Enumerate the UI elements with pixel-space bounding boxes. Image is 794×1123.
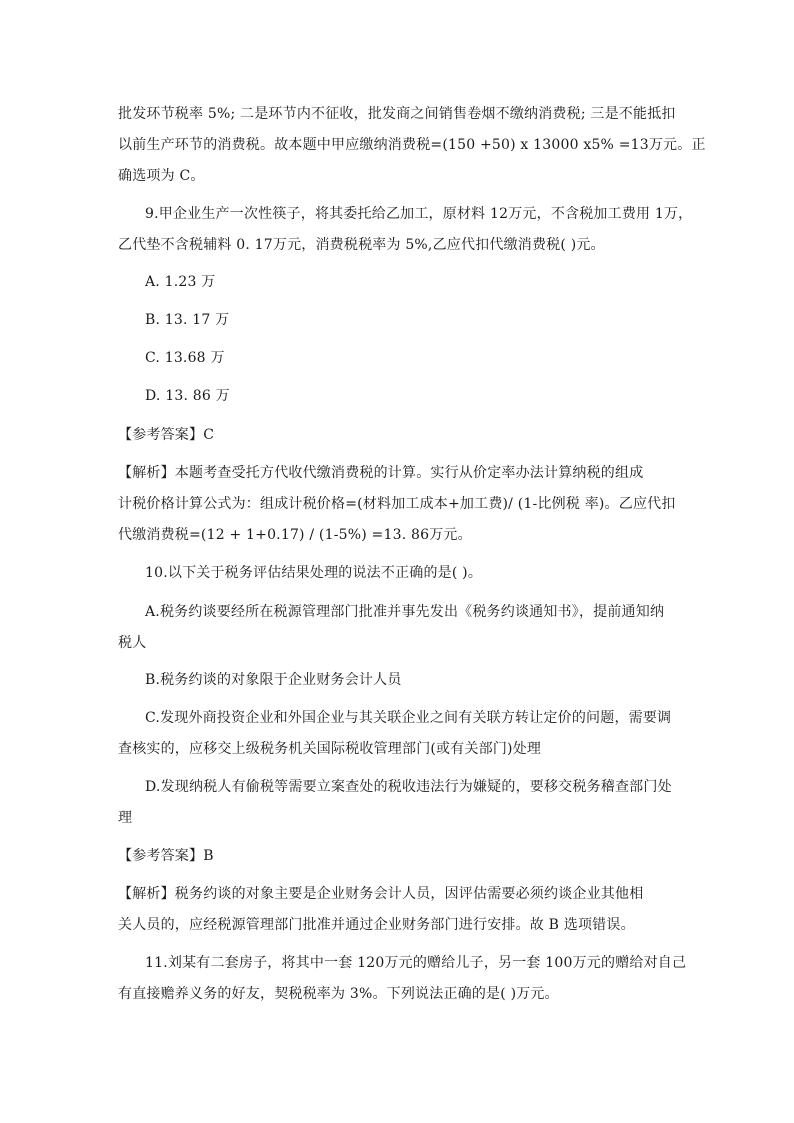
option-c: C. 13.68 万 <box>145 350 225 366</box>
text-line: 查核实的，应移交上级税务机关国际税收管理部门(或有关部门)处理 <box>118 741 542 757</box>
text-line: 理 <box>118 810 133 826</box>
text-line: 关人员的，应经税源管理部门批准并通过企业财务部门进行安排。故 B 选项错误。 <box>118 917 635 933</box>
analysis-text: 【解析】税务约谈的对象主要是企业财务会计人员，因评估需要必须约谈企业其他相 <box>118 886 644 902</box>
text-line: 确选项为 C。 <box>118 168 205 184</box>
option-b: B.税务约谈的对象限于企业财务会计人员 <box>145 672 402 688</box>
answer-label: 【参考答案】C <box>118 427 215 443</box>
option-a: A. 1.23 万 <box>145 274 216 290</box>
text-line: 批发环节税率 5%; 二是环节内不征收，批发商之间销售卷烟不缴纳消费税; 三是不能抵扣 <box>118 106 676 122</box>
option-d: D. 13. 86 万 <box>145 388 230 404</box>
option-c: C.发现外商投资企业和外国企业与其关联企业之间有关联方转让定价的问题，需要调 <box>145 710 672 726</box>
question-10-text: 10.以下关于税务评估结果处理的说法不正确的是( )。 <box>145 565 483 581</box>
text-line: 代缴消费税=(12 + 1+0.17) / (1-5%) =13. 86万元。 <box>118 527 472 543</box>
question-11-text: 11.刘某有二套房子，将其中一套 120万元的赠给儿子，另一套 100万元的赠给对自己 <box>145 955 687 971</box>
answer-label: 【参考答案】B <box>118 848 214 864</box>
text-line: 计税价格计算公式为：组成计税价格=(材料加工成本+加工费)/ (1-比例税 率)。乙应代扣 <box>118 496 676 512</box>
text-line: 乙代垫不含税辅料 0. 17万元，消费税税率为 5%,乙应代扣代缴消费税( )元。 <box>118 237 605 253</box>
text-line: 税人 <box>118 635 147 651</box>
text-line: 有直接赡养义务的好友，契税税率为 3%。下列说法正确的是( )万元。 <box>118 986 559 1002</box>
option-d: D.发现纳税人有偷税等需要立案查处的税收违法行为嫌疑的，要移交税务稽查部门处 <box>145 779 672 795</box>
text-line: 以前生产环节的消费税。故本题中甲应缴纳消费税=(150 +50) x 13000 x5% =13万元。正 <box>118 137 706 153</box>
option-b: B. 13. 17 万 <box>145 312 230 328</box>
option-a: A.税务约谈要经所在税源管理部门批准并事先发出《税务约谈通知书》，提前通知纳 <box>145 604 665 620</box>
analysis-text: 【解析】本题考查受托方代收代缴消费税的计算。实行从价定率办法计算纳税的组成 <box>118 465 644 481</box>
question-9-text: 9.甲企业生产一次性筷子，将其委托给乙加工，原材料 12万元，不含税加工费用 1万， <box>145 206 693 222</box>
